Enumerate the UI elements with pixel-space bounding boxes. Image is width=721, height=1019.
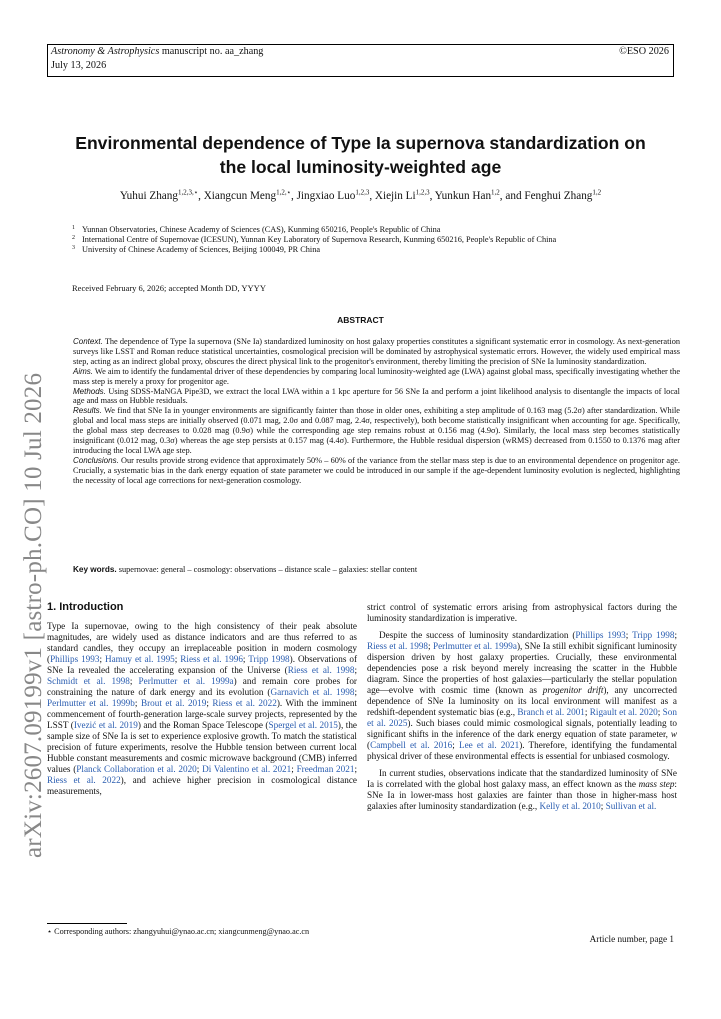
- citation-link[interactable]: Riess et al. 1998: [287, 665, 355, 675]
- paper-title: [30, 131, 691, 179]
- keywords: [73, 565, 680, 574]
- journal-name: Astronomy & Astrophysics: [51, 46, 160, 57]
- affiliation: [72, 225, 682, 235]
- affiliation-list: [72, 225, 682, 255]
- affiliation: [72, 245, 682, 255]
- right-column: [367, 602, 677, 812]
- citation-link[interactable]: Freedman 2021: [296, 764, 355, 774]
- emphasis: w: [670, 729, 677, 739]
- abstract-paragraph: [73, 456, 680, 486]
- left-column: [47, 602, 357, 797]
- citation-link[interactable]: Rigault et al. 2020: [589, 707, 658, 717]
- arxiv-stamp: arXiv:2607.09199v1 [astro-ph.CO] 10 Jul 2026: [20, 372, 47, 858]
- affiliation-number: 2: [72, 235, 75, 241]
- citation-link[interactable]: Phillips 1993: [50, 654, 100, 664]
- affiliation-text: University of Chinese Academy of Sciences, Beijing 100049, PR China: [82, 245, 321, 254]
- abstract-body: [73, 337, 680, 486]
- abstract-text: Using SDSS-MaNGA Pipe3D, we extract the local LWA within a 1 kpc aperture for 56 SNe Ia and perform a joint likelihood analysis to disentangle the impacts of local age and mass on Hubble residuals.: [73, 386, 680, 406]
- citation-link[interactable]: Lee et al. 2021: [458, 740, 520, 750]
- citation-link[interactable]: Schmidt et al. 1998: [47, 676, 130, 686]
- citation-link[interactable]: Son et al. 2025: [367, 707, 677, 728]
- affiliation-text: International Centre of Supernovae (ICESUN), Yunnan Key Laboratory of Supernova Research, Kunming 650216, People's Republic of China: [82, 235, 557, 244]
- abstract-text: We aim to identify the fundamental driver of these dependencies by comparing local luminosity-weighted age (LWA) against global mass, specifically investigating whether the mass step is merely a proxy for progenitor age.: [73, 366, 681, 386]
- abstract-label: Methods.: [73, 386, 106, 396]
- citation-link[interactable]: Tripp 1998: [248, 654, 290, 664]
- author-affiliation-marker: 1,2,3: [355, 188, 370, 197]
- citation-link[interactable]: Sullivan et al.: [605, 801, 657, 811]
- author-affiliation-marker: 1,2,3: [415, 188, 430, 197]
- keywords-text: supernovae: general – cosmology: observations – distance scale – galaxies: stellar content: [118, 565, 418, 574]
- author-affiliation-marker: 1,2: [491, 188, 500, 197]
- received-date: Received February 6, 2026; accepted Month DD, YYYY: [72, 283, 266, 293]
- author-name: Xiangcun Meng: [203, 190, 277, 202]
- body-paragraph: strict control of systematic errors arising from astrophysical factors during the luminosity standardization is imperative.: [367, 602, 677, 623]
- abstract-label: Aims.: [73, 366, 93, 376]
- footnote: ⋆ Corresponding authors: zhangyuhui@ynao.ac.cn; xiangcunmeng@ynao.ac.cn: [47, 927, 310, 936]
- affiliation-number: 1: [72, 225, 75, 231]
- author-affiliation-marker: 1,2,⋆: [276, 188, 291, 197]
- abstract-paragraph: [73, 387, 680, 407]
- author-name: Xiejin Li: [374, 190, 416, 202]
- abstract-label: Context.: [73, 337, 103, 346]
- citation-link[interactable]: Phillips 1993: [575, 630, 626, 640]
- author-affiliation-marker: 1,2: [592, 188, 602, 197]
- citation-link[interactable]: Ivezić et al. 2019: [73, 720, 138, 730]
- abstract-paragraph: [73, 367, 680, 387]
- body-paragraph: Despite the success of luminosity standardization (Phillips 1993; Tripp 1998; Riess et al. 1998; Perlmutter et al. 1999a), SNe Ia still exhibit significant luminosity dispersion driven by host galaxy properties. Crucially, these environmental dependencies pose a risk beyond merely increasing the scatter in the Hubble diagram. Since the properties of host galaxies—particularly the stellar population age—evolve with cosmic time (known as progenitor drift), any uncorrected dependence of SNe Ia luminosity on its local environment will manifest as a redshift-dependent systematic bias (e.g., Branch et al. 2001; Rigault et al. 2020; Son et al. 2025). Such biases could mimic cosmological signals, potentially leading to significant shifts in the inference of the dark energy equation of state parameter, w (Campbell et al. 2016; Lee et al. 2021). Therefore, identifying the fundamental physical driver of these environmental effects is essential for unbiased cosmology.: [367, 630, 678, 761]
- citation-link[interactable]: Hamuy et al. 1995: [104, 654, 175, 664]
- abstract-label: Results.: [73, 406, 102, 416]
- running-header: [47, 44, 674, 77]
- citation-link[interactable]: Kelly et al. 2010: [539, 801, 601, 811]
- citation-link[interactable]: Garnavich et al. 1998: [270, 687, 355, 697]
- citation-link[interactable]: Branch et al. 2001: [517, 707, 585, 717]
- title-line-1: Environmental dependence of Type Ia supernova standardization on: [75, 133, 646, 153]
- header-copyright: ©ESO 2026: [619, 46, 669, 57]
- title-line-2: the local luminosity-weighted age: [219, 157, 502, 177]
- author-name: Jingxiao Luo: [296, 190, 356, 202]
- body-paragraph: In current studies, observations indicate that the standardized luminosity of SNe Ia is correlated with the global host galaxy mass, an effect known as the mass step: SNe Ia in lower-mass host galaxies are fainter than those in higher-mass host galaxies after luminosity standardization (e.g., Kelly et al. 2010; Sullivan et al.: [367, 768, 677, 811]
- citation-link[interactable]: Perlmutter et al. 1999a: [432, 641, 517, 651]
- abstract-text: Our results provide strong evidence that approximately 50% – 60% of the variance from the stellar mass step is due to an environmental dependence on progenitor age. Crucially, a systematic bias in the dark energy equation of state parameter we could be introduced in our sample if the age-dependent luminosity evolution is neglected, highlighting the necessity of local age corrections for next-generation cosmology.: [73, 455, 680, 485]
- emphasis: mass step: [638, 779, 675, 789]
- author-affiliation-marker: 1,2,3,⋆: [177, 188, 199, 197]
- header-journal-line: [51, 46, 263, 57]
- author-name: Yunkun Han: [434, 190, 492, 202]
- author-name: Fenghui Zhang: [524, 190, 593, 202]
- affiliation-number: 3: [72, 245, 75, 251]
- keywords-label: Key words.: [73, 565, 117, 574]
- citation-link[interactable]: Di Valentino et al. 2021: [202, 764, 292, 774]
- citation-link[interactable]: Tripp 1998: [632, 630, 675, 640]
- citation-link[interactable]: Campbell et al. 2016: [370, 740, 453, 750]
- citation-link[interactable]: Riess et al. 2022: [212, 698, 277, 708]
- affiliation: [72, 235, 682, 245]
- citation-link[interactable]: Perlmutter et al. 1999b: [47, 698, 135, 708]
- citation-link[interactable]: Riess et al. 2022: [47, 775, 121, 785]
- citation-link[interactable]: Riess et al. 1998: [367, 641, 429, 651]
- abstract-heading: ABSTRACT: [337, 315, 384, 325]
- abstract-text: We find that SNe Ia in younger environments are significantly fainter than those in older ones, exhibiting a step amplitude of 0.163 mag (5.2σ) after standardization. While global and local mass steps are initially observed (0.071 mag, 2.0σ and 0.087 mag, 2.4σ, respectively), both become statistically insignificant when accounting for age. Specifically, the global mass step decreases to 0.028 mag (0.9σ) while the corresponding age step remains robust at 0.156 mag (4.9σ). Similarly, the local mass step becomes statistically insignificant (0.012 mag, 0.3σ) whereas the age step persists at 0.157 mag (4.4σ). Furthermore, the Hubble residual dispersion (wRMS) decreased from 0.1550 to 0.1376 mag after introducing the local LWA age step.: [73, 406, 680, 455]
- page-footer: Article number, page 1: [589, 934, 674, 944]
- citation-link[interactable]: Spergel et al. 2015: [268, 720, 338, 730]
- citation-link[interactable]: Planck Collaboration et al. 2020: [76, 764, 197, 774]
- citation-link[interactable]: Perlmutter et al. 1999a: [138, 676, 234, 686]
- author-list: Yuhui Zhang$^{1,2,3,⋆}$, Xiangcun Meng$^{1,2,⋆}$, Jingxiao Luo$^{1,2,3}$, Xiejin Li$^{1,2,3}$, Yunkun Han$^{1,2}$, and Fenghui Zhang$^{1,2}$: [119, 188, 602, 202]
- abstract-label: Conclusions.: [73, 455, 119, 465]
- section-title: 1. Introduction: [47, 601, 124, 613]
- affiliation-text: Yunnan Observatories, Chinese Academy of Sciences (CAS), Kunming 650216, People's Republic of China: [82, 225, 441, 234]
- footnote-rule: [47, 923, 127, 924]
- abstract-paragraph: [73, 406, 680, 456]
- abstract-text: The dependence of Type Ia supernova (SNe Ia) standardized luminosity on host galaxy properties constitutes a significant systematic error in cosmology. As next-generation surveys like LSST and Roman reduce statistical uncertainties, cosmological precision will be dominated by astrophysical systematic errors. However, the widely used empirical mass step, acting as an indirect global proxy, obscures the direct physical link to the progenitor's environment, thereby limiting the precision of SNe Ia luminosity standardization.: [73, 337, 680, 366]
- emphasis: progenitor drift: [542, 685, 604, 695]
- citation-link[interactable]: Riess et al. 1996: [180, 654, 243, 664]
- author-name: Yuhui Zhang: [119, 190, 178, 202]
- citation-link[interactable]: Brout et al. 2019: [140, 698, 207, 708]
- header-date: July 13, 2026: [51, 60, 107, 71]
- manuscript-number: manuscript no. aa_zhang: [161, 46, 264, 57]
- body-paragraph: Type Ia supernovae, owing to the high consistency of their peak absolute magnitudes, are widely used as distance indicators and are thus referred to as standard candles, they occupy an irreplaceable position in modern cosmology (Phillips 1993; Hamuy et al. 1995; Riess et al. 1996; Tripp 1998). Observations of SNe Ia revealed the accelerating expansion of the Universe (Riess et al. 1998; Schmidt et al. 1998; Perlmutter et al. 1999a) and remain core probes for constraining the nature of dark energy and its evolution (Garnavich et al. 1998; Perlmutter et al. 1999b; Brout et al. 2019; Riess et al. 2022). With the imminent commencement of fourth-generation large-scale survey projects, represented by the LSST (Ivezić et al. 2019) and the Roman Space Telescope (Spergel et al. 2015), the sample size of SNe Ia is set to experience explosive growth. To match the statistical precision of future experiments, resolve the Hubble tension between current local Hubble constant measurements and cosmic microwave background (CMB) inferred values (Planck Collaboration et al. 2020; Di Valentino et al. 2021; Freedman 2021; Riess et al. 2022), and achieve higher precision in cosmological distance measurements,: [47, 621, 358, 796]
- abstract-paragraph: [73, 337, 680, 367]
